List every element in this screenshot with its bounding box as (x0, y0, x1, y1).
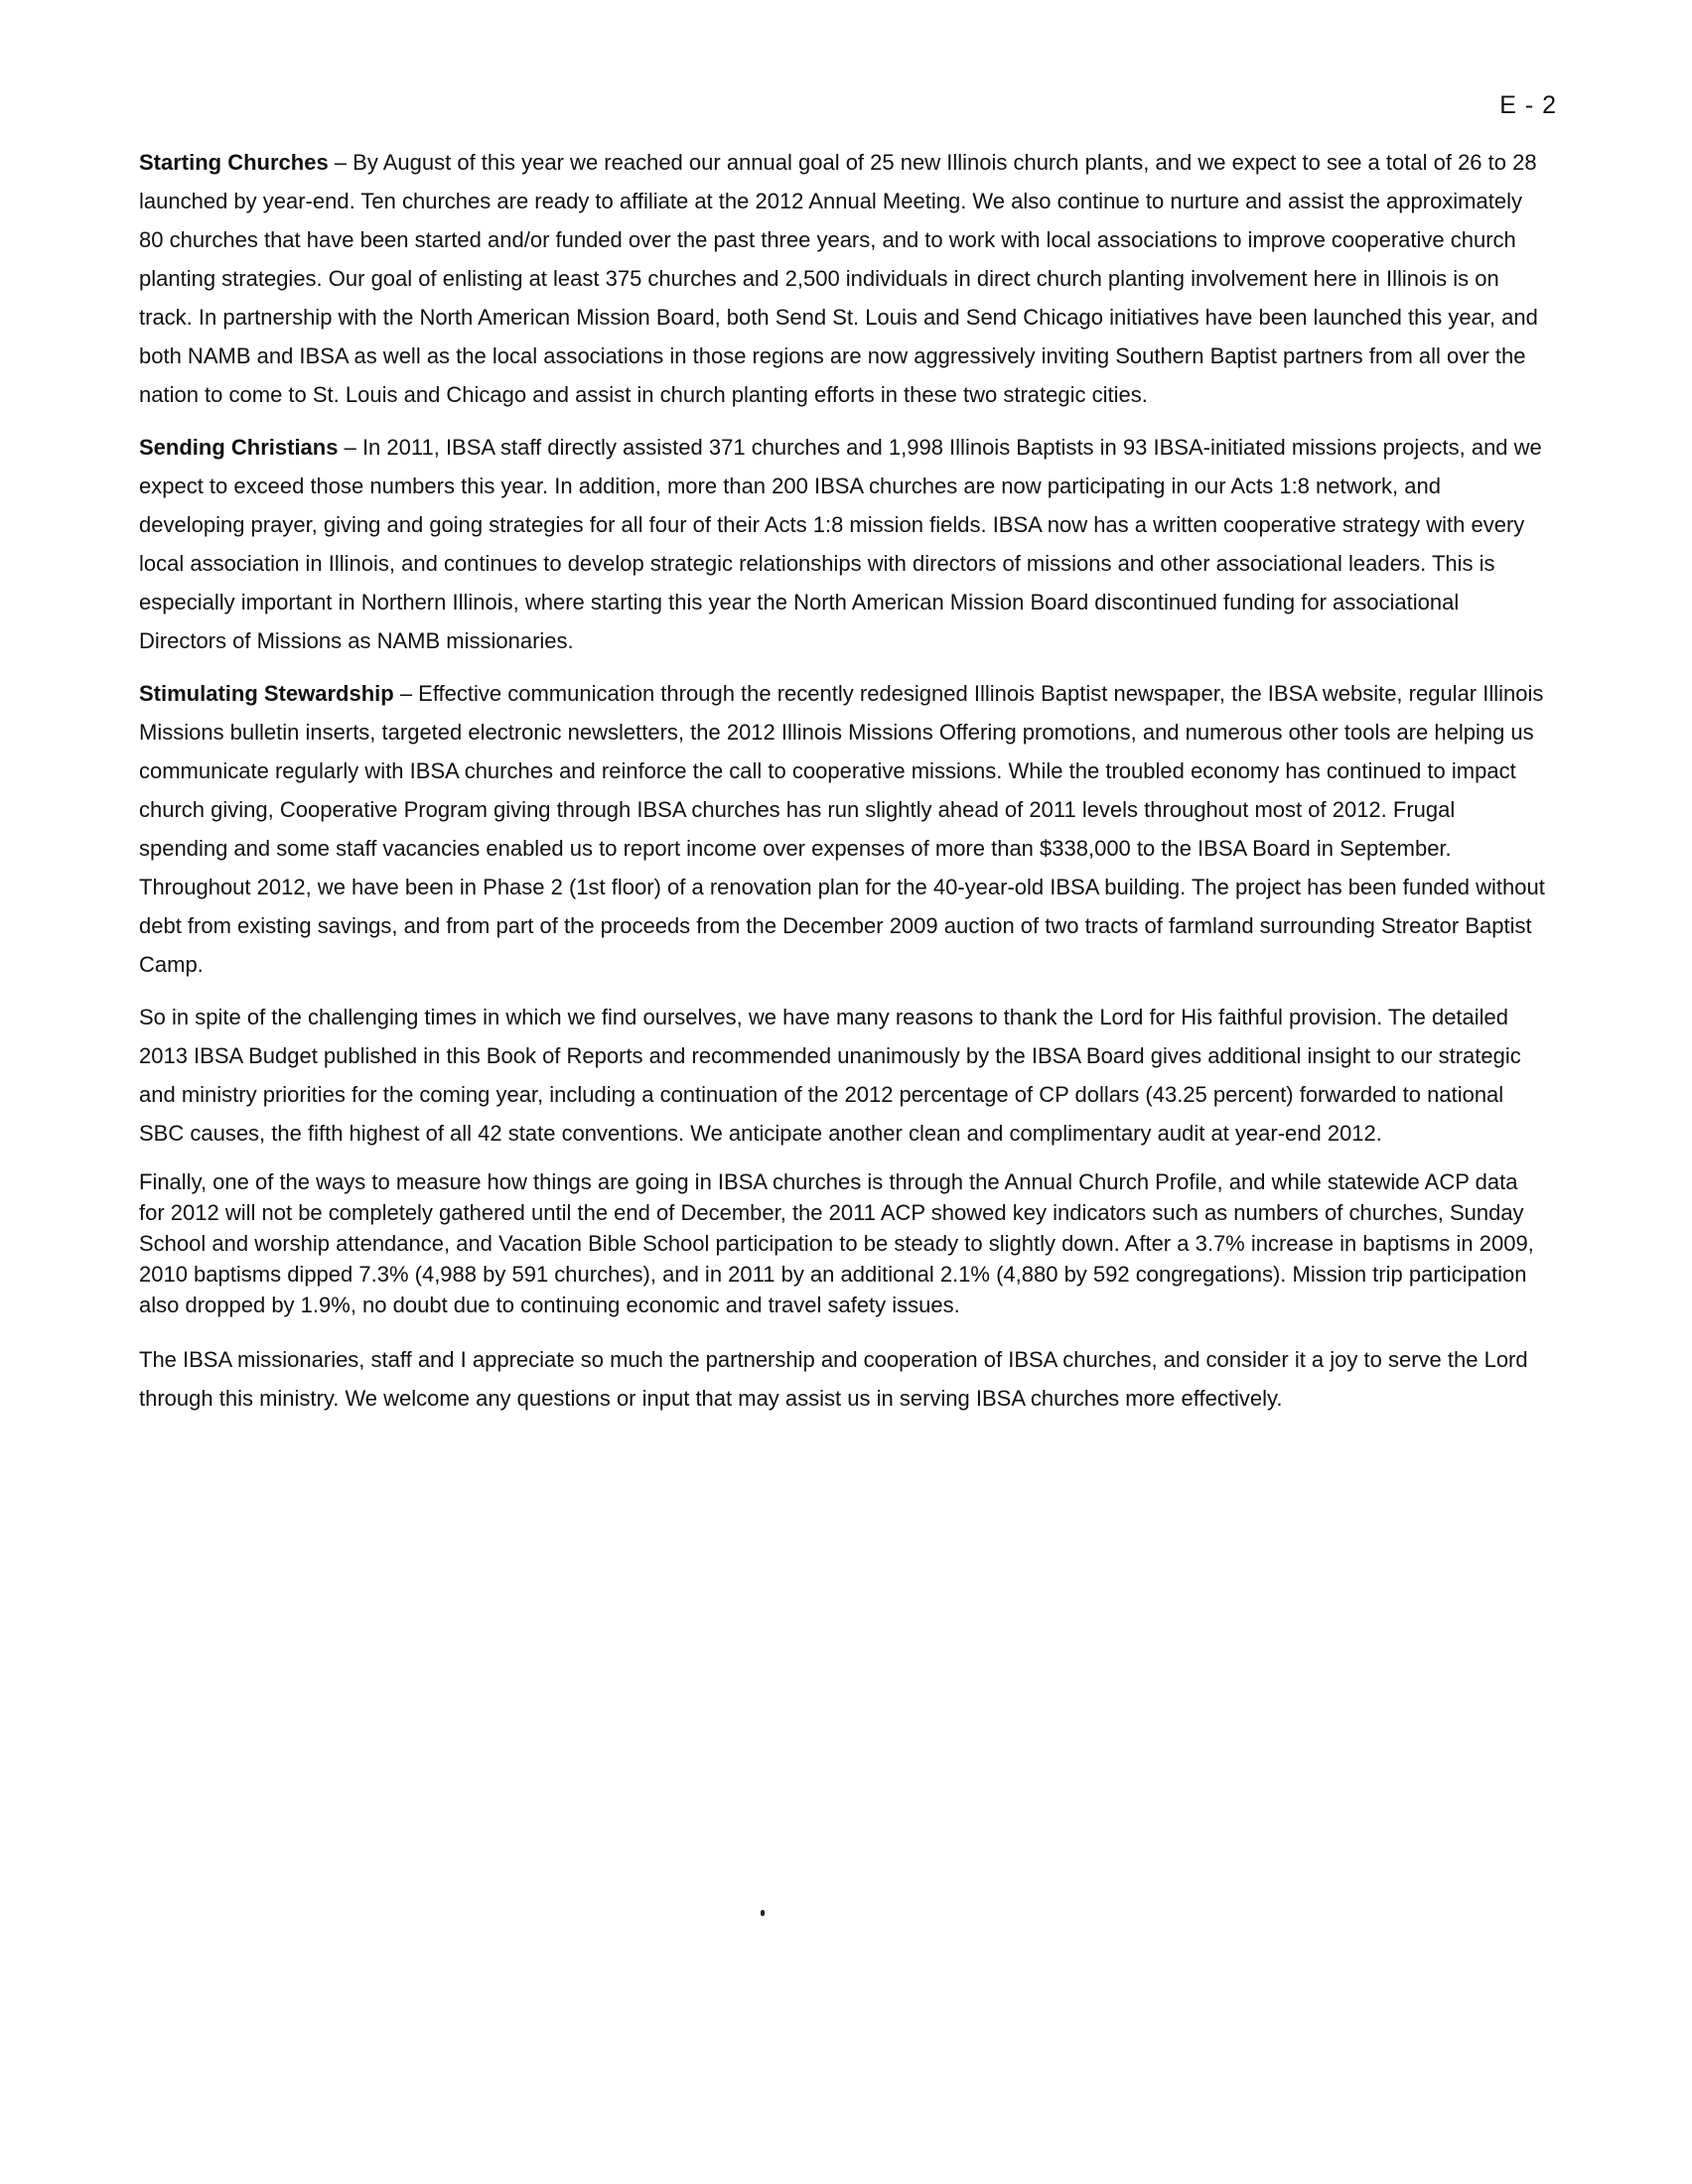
page-number: E - 2 (1499, 91, 1557, 119)
paragraph-text: – Effective communication through the recently redesigned Illinois Baptist newspaper, the IBSA website, regular Illinois Missions bulletin inserts, targeted electronic newsletters, the 2012 Illinois Missions Offering promotions, and numerous other tools are helping us communicate regularly with IBSA churches and reinforce the call to cooperative missions. While the troubled economy has continued to impact church giving, Cooperative Program giving through IBSA churches has run slightly ahead of 2011 levels throughout most of 2012. Frugal spending and some staff vacancies enabled us to report income over expenses of more than $338,000 to the IBSA Board in September. Throughout 2012, we have been in Phase 2 (1st floor) of a renovation plan for the 40-year-old IBSA building. The project has been funded without debt from existing savings, and from part of the proceeds from the December 2009 auction of two tracts of farmland surrounding Streator Baptist Camp. (139, 681, 1545, 977)
paragraph-text: – In 2011, IBSA staff directly assisted 371 churches and 1,998 Illinois Baptists in 93 IBSA-initiated missions projects, and we expect to exceed those numbers this year. In addition, more than 200 IBSA churches are now participating in our Acts 1:8 network, and developing prayer, giving and going strategies for all four of their Acts 1:8 mission fields. IBSA now has a written cooperative strategy with every local association in Illinois, and continues to develop strategic relationships with directors of missions and other associational leaders. This is especially important in Northern Illinois, where starting this year the North American Mission Board discontinued funding for associational Directors of Missions as NAMB missionaries. (139, 435, 1542, 653)
paragraph-heading: Stimulating Stewardship (139, 681, 394, 706)
paragraph-closing (139, 1340, 1549, 1418)
paragraph-sending-christians (139, 428, 1549, 660)
paragraph-reasons-to-thank (139, 998, 1549, 1153)
paragraph-heading: Sending Christians (139, 435, 339, 460)
paragraph-stimulating-stewardship (139, 674, 1549, 984)
scan-speck (761, 1910, 765, 1916)
paragraph-text: Finally, one of the ways to measure how things are going in IBSA churches is through the Annual Church Profile, and while statewide ACP data for 2012 will not be completely gathered until the end of December, the 2011 ACP showed key indicators such as numbers of churches, Sunday School and worship attendance, and Vacation Bible School participation to be steady to slightly down. After a 3.7% increase in baptisms in 2009, 2010 baptisms dipped 7.3% (4,988 by 591 churches), and in 2011 by an additional 2.1% (4,880 by 592 congregations). Mission trip participation also dropped by 1.9%, no doubt due to continuing economic and travel safety issues. (139, 1169, 1534, 1317)
paragraph-starting-churches (139, 143, 1549, 414)
report-body (139, 143, 1549, 1432)
paragraph-text: The IBSA missionaries, staff and I appreciate so much the partnership and cooperation of IBSA churches, and consider it a joy to serve the Lord through this ministry. We welcome any questions or input that may assist us in serving IBSA churches more effectively. (139, 1347, 1528, 1411)
paragraph-acp-data (139, 1166, 1549, 1320)
paragraph-heading: Starting Churches (139, 150, 329, 175)
paragraph-text: So in spite of the challenging times in which we find ourselves, we have many reasons to thank the Lord for His faithful provision. The detailed 2013 IBSA Budget published in this Book of Reports and recommended unanimously by the IBSA Board gives additional insight to our strategic and ministry priorities for the coming year, including a continuation of the 2012 percentage of CP dollars (43.25 percent) forwarded to national SBC causes, the fifth highest of all 42 state conventions. We anticipate another clean and complimentary audit at year-end 2012. (139, 1005, 1521, 1146)
paragraph-text: – By August of this year we reached our annual goal of 25 new Illinois church plants, and we expect to see a total of 26 to 28 launched by year-end. Ten churches are ready to affiliate at the 2012 Annual Meeting. We also continue to nurture and assist the approximately 80 churches that have been started and/or funded over the past three years, and to work with local associations to improve cooperative church planting strategies. Our goal of enlisting at least 375 churches and 2,500 individuals in direct church planting involvement here in Illinois is on track. In partnership with the North American Mission Board, both Send St. Louis and Send Chicago initiatives have been launched this year, and both NAMB and IBSA as well as the local associations in those regions are now aggressively inviting Southern Baptist partners from all over the nation to come to St. Louis and Chicago and assist in church planting efforts in these two strategic cities. (139, 150, 1538, 407)
